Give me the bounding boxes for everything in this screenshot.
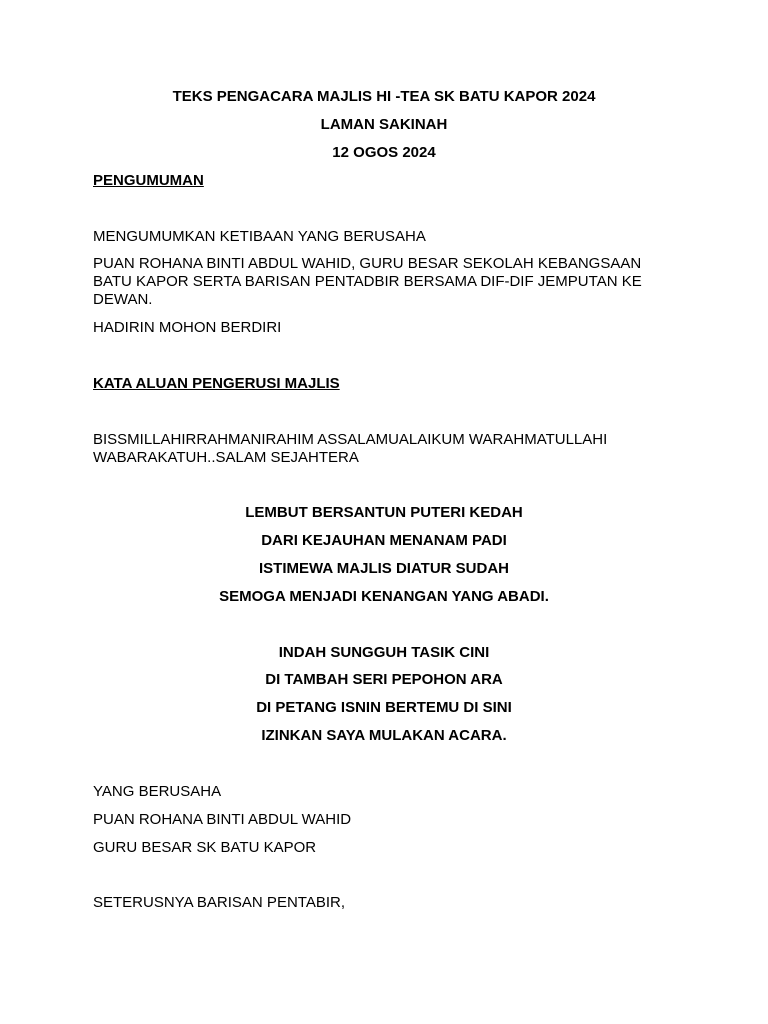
closing-line: GURU BESAR SK BATU KAPOR bbox=[93, 839, 317, 856]
pantun-line: SEMOGA MENJADI KENANGAN YANG ABADI. bbox=[219, 588, 549, 605]
pengumuman-heading: PENGUMUMAN bbox=[93, 172, 204, 189]
greeting-paragraph: WABARAKATUH..SALAM SEJAHTERA bbox=[93, 449, 359, 466]
pantun-line: DI TAMBAH SERI PEPOHON ARA bbox=[265, 671, 503, 688]
closing-line: YANG BERUSAHA bbox=[93, 783, 222, 800]
announcement-paragraph: MENGUMUMKAN KETIBAAN YANG BERUSAHA bbox=[93, 228, 426, 245]
venue-line: LAMAN SAKINAH bbox=[320, 116, 448, 133]
closing-line: PUAN ROHANA BINTI ABDUL WAHID bbox=[93, 811, 352, 828]
announcement-paragraph: PUAN ROHANA BINTI ABDUL WAHID, GURU BESAR SEKOLAH KEBANGSAAN bbox=[93, 255, 642, 272]
kata-aluan-heading: KATA ALUAN PENGERUSI MAJLIS bbox=[93, 375, 340, 392]
pantun-line: INDAH SUNGGUH TASIK CINI bbox=[278, 644, 490, 661]
date-line: 12 OGOS 2024 bbox=[332, 144, 436, 161]
pantun-line: DARI KEJAUHAN MENANAM PADI bbox=[261, 532, 507, 549]
greeting-paragraph: BISSMILLAHIRRAHMANIRAHIM ASSALAMUALAIKUM WARAHMATULLAHI bbox=[93, 431, 608, 448]
announcement-paragraph: BATU KAPOR SERTA BARISAN PENTADBIR BERSAMA DIF-DIF JEMPUTAN KE bbox=[93, 273, 642, 290]
pantun-line: LEMBUT BERSANTUN PUTERI KEDAH bbox=[245, 504, 523, 521]
pantun-line: DI PETANG ISNIN BERTEMU DI SINI bbox=[256, 699, 512, 716]
announcement-paragraph: DEWAN. bbox=[93, 291, 153, 308]
pantun-line: IZINKAN SAYA MULAKAN ACARA. bbox=[261, 727, 507, 744]
closing-line: SETERUSNYA BARISAN PENTABIR, bbox=[93, 894, 346, 911]
announcement-paragraph: HADIRIN MOHON BERDIRI bbox=[93, 319, 282, 336]
pantun-line: ISTIMEWA MAJLIS DIATUR SUDAH bbox=[259, 560, 509, 577]
document-title: TEKS PENGACARA MAJLIS HI -TEA SK BATU KAPOR 2024 bbox=[172, 88, 596, 105]
